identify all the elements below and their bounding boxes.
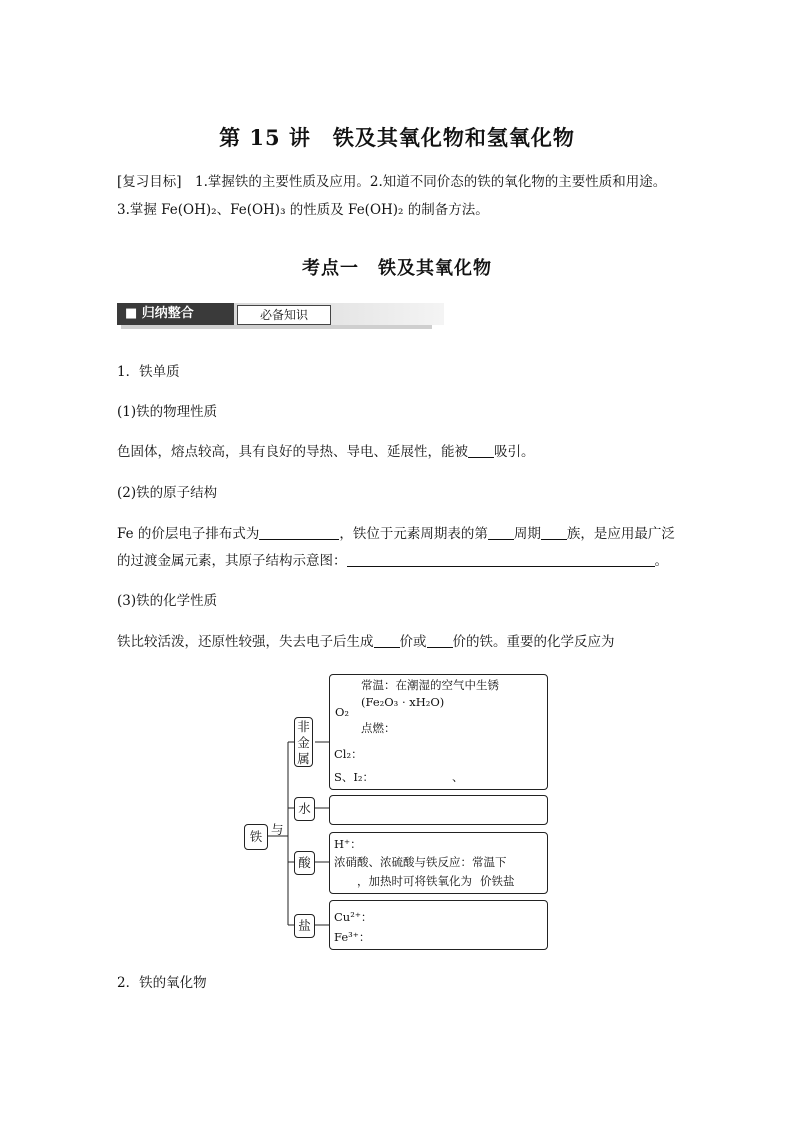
branch-nonmetal: 非金属 xyxy=(294,717,313,767)
acid-box xyxy=(329,832,548,894)
chem-text-a: 铁比较活泼，还原性较强，失去电子后生成 xyxy=(117,634,374,650)
chem-text-b: 价或 xyxy=(399,634,427,650)
structure-text-f: 。 xyxy=(654,553,668,569)
o2-ignite: 点燃： xyxy=(361,721,396,735)
cl2-label: Cl₂： xyxy=(334,747,363,761)
physical-text-b: 吸引。 xyxy=(494,444,535,460)
physical-text-a: 色固体，熔点较高，具有良好的导热、导电、延展性，能被 xyxy=(117,444,468,460)
structure-text-b: ，铁位于元素周期表的第 xyxy=(339,526,488,542)
heading-chemical-properties: (3)铁的化学性质 xyxy=(117,593,218,609)
banner-tab-label: 必备知识 xyxy=(237,305,331,325)
s-i2-separator: 、 xyxy=(452,770,464,784)
section-title: 考点一 铁及其氧化物 xyxy=(302,258,492,279)
conc-acid-text: 浓硝酸、浓硫酸与铁反应：常温下 xyxy=(334,855,507,869)
o2-rust-formula: (Fe₂O₃ · xH₂O) xyxy=(361,695,445,709)
s-i2-label: S、I₂： xyxy=(334,770,375,784)
heading-physical-properties: (1)铁的物理性质 xyxy=(117,404,218,420)
structure-text-e: 的过渡金属元素，其原子结构示意图： xyxy=(117,553,347,569)
banner-main-label: ■ 归纳整合 xyxy=(117,303,234,325)
connector-with-label: 与 xyxy=(271,822,284,837)
root-iron-node: 铁 xyxy=(244,824,268,850)
h-plus-label: H⁺： xyxy=(334,837,362,851)
review-goals-line1: [复习目标] 1.掌握铁的主要性质及应用。2.知道不同价态的铁的氧化物的主要性质和用途。 xyxy=(117,174,667,190)
structure-text-c: 周期 xyxy=(513,526,541,542)
o2-room-temp: 常温：在潮湿的空气中生锈 xyxy=(361,678,499,692)
branch-acid: 酸 xyxy=(294,851,315,875)
cu2-label: Cu²⁺： xyxy=(334,910,373,924)
water-box xyxy=(329,795,548,825)
salt-box xyxy=(329,900,548,950)
heading-atomic-structure: (2)铁的原子结构 xyxy=(117,485,218,501)
structure-text-a: Fe 的价层电子排布式为 xyxy=(117,526,260,542)
o2-label: O₂ xyxy=(335,705,350,719)
page-title: 第 15 讲 铁及其氧化物和氢氧化物 xyxy=(219,125,575,150)
branch-water: 水 xyxy=(294,797,315,821)
conc-acid-text-2: ，加热时可将铁氧化为 xyxy=(357,874,472,888)
conc-acid-text-3: 价铁盐 xyxy=(480,874,515,888)
heading-iron-oxides: 2．铁的氧化物 xyxy=(117,975,207,991)
chem-text-c: 价的铁。重要的化学反应为 xyxy=(452,634,615,650)
structure-text-d: 族，是应用最广泛 xyxy=(566,526,675,542)
nonmetal-box xyxy=(329,674,548,790)
fe3-label: Fe³⁺： xyxy=(334,930,371,944)
heading-iron-element: 1．铁单质 xyxy=(117,364,180,380)
review-goals-line2: 3.掌握 Fe(OH)₂、Fe(OH)₃ 的性质及 Fe(OH)₂ 的制备方法。 xyxy=(117,202,489,218)
branch-salt: 盐 xyxy=(294,914,315,938)
